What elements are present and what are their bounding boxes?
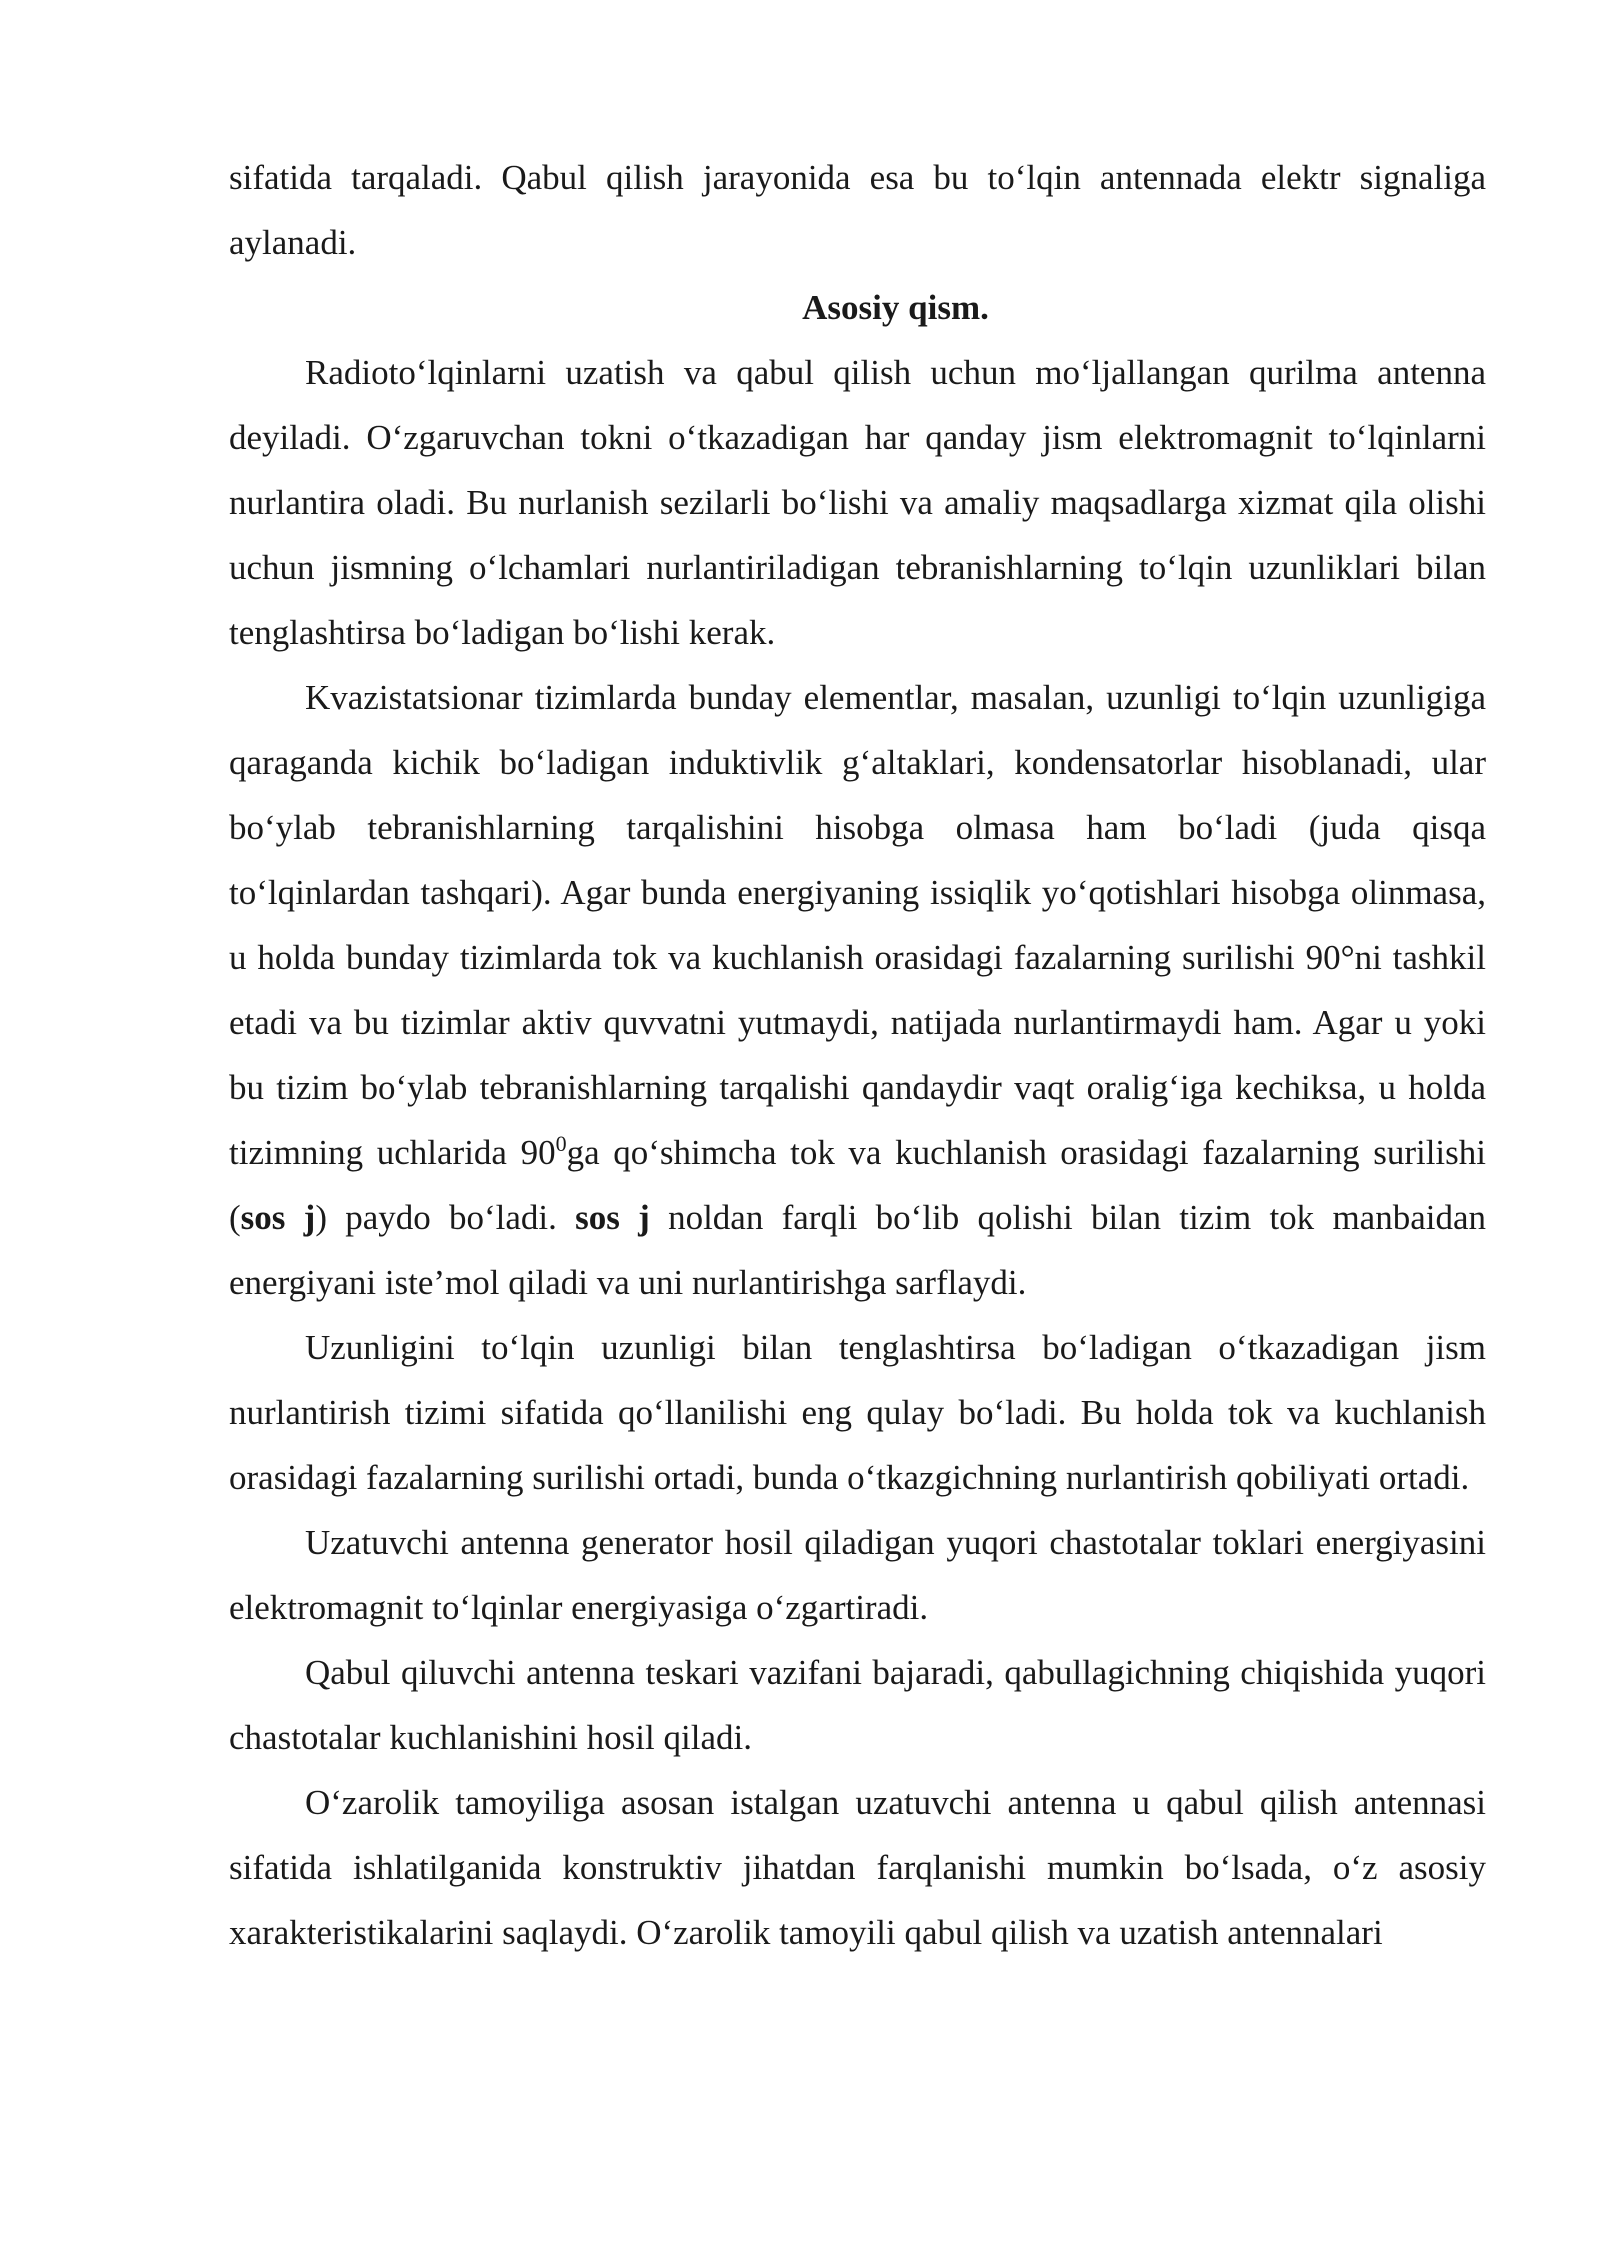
paragraph-reciprocity-principle: O‘zarolik tamoyiliga asosan istalgan uzatuvchi antenna u qabul qilish antennasi sifatida ishlatilganida konstruktiv jihatdan farqlanishi mumkin bo‘lsada, o‘z asosiy xarakteristikalarini saqlaydi. O‘zarolik tamoyili qabul qilish va uzatish antennalari	[229, 1783, 1486, 1952]
section-heading: Asosiy qism.	[802, 288, 989, 327]
paragraph-text: ga qo‘shimcha tok va kuchlanish orasidagi fazalarning surilishi (	[229, 1133, 1486, 1237]
paragraph-continuation: sifatida tarqaladi. Qabul qilish jarayonida esa bu to‘lqin antennada elektr signaliga aylanadi.	[229, 158, 1486, 262]
paragraph-antenna-definition: Radioto‘lqinlarni uzatish va qabul qilish uchun mo‘ljallangan qurilma antenna deyiladi. O‘zgaruvchan tokni o‘tkazadigan har qanday jism elektromagnit to‘lqinlarni nurlantira oladi. Bu nurlanish sezilarli bo‘lishi va amaliy maqsadlarga xizmat qila olishi uchun jismning o‘lchamlari nurlantiriladigan tebranishlarning to‘lqin uzunliklari bilan tenglashtirsa bo‘ladigan bo‘lishi kerak.	[229, 353, 1486, 652]
paragraph-quasistationary-systems	[229, 665, 1486, 1315]
paragraph-text: ) paydo bo‘ladi.	[315, 1198, 576, 1237]
paragraph-receiving-antenna: Qabul qiluvchi antenna teskari vazifani bajaradi, qabullagichning chiqishida yuqori chastotalar kuchlanishini hosil qiladi.	[229, 1653, 1486, 1757]
paragraph-radiating-system: Uzunligini to‘lqin uzunligi bilan tenglashtirsa bo‘ladigan o‘tkazadigan jism nurlantirish tizimi sifatida qo‘llanilishi eng qulay bo‘ladi. Bu holda tok va kuchlanish orasidagi fazalarning surilishi ortadi, bunda o‘tkazgichning nurlantirish qobiliyati ortadi.	[229, 1328, 1486, 1497]
paragraph-text: Kvazistatsionar tizimlarda bunday elementlar, masalan, uzunligi to‘lqin uzunligiga qaraganda kichik bo‘ladigan induktivlik g‘altaklari, kondensatorlar hisoblanadi, ular bo‘ylab tebranishlarning tarqalishini hisobga olmasa ham bo‘ladi (juda qisqa to‘lqinlardan tashqari). Agar bunda energiyaning issiqlik yo‘qotishlari hisobga olinmasa, u holda bunday tizimlarda tok va kuchlanish orasidagi fazalarning surilishi 90°ni tashkil etadi va bu tizimlar aktiv quvvatni yutmaydi, natijada nurlantirmaydi ham. Agar u yoki bu tizim bo‘ylab tebranishlarning tarqalishi qandaydir vaqt oralig‘iga kechiksa, u holda tizimning uchlarida 90	[229, 678, 1486, 1172]
formula-cos-phi: sos j	[240, 1198, 316, 1237]
superscript-degree: 0	[555, 1131, 567, 1156]
formula-cos-phi: sos j	[575, 1198, 650, 1237]
paragraph-transmitting-antenna: Uzatuvchi antenna generator hosil qiladigan yuqori chastotalar toklari energiyasini elektromagnit to‘lqinlar energiyasiga o‘zgartiradi.	[229, 1523, 1486, 1627]
document-page	[229, 145, 1486, 1965]
paragraph-text: noldan farqli bo‘lib qolishi bilan tizim tok manbaidan energiyani iste’mol qiladi va uni nurlantirishga sarflaydi.	[229, 1198, 1486, 1302]
